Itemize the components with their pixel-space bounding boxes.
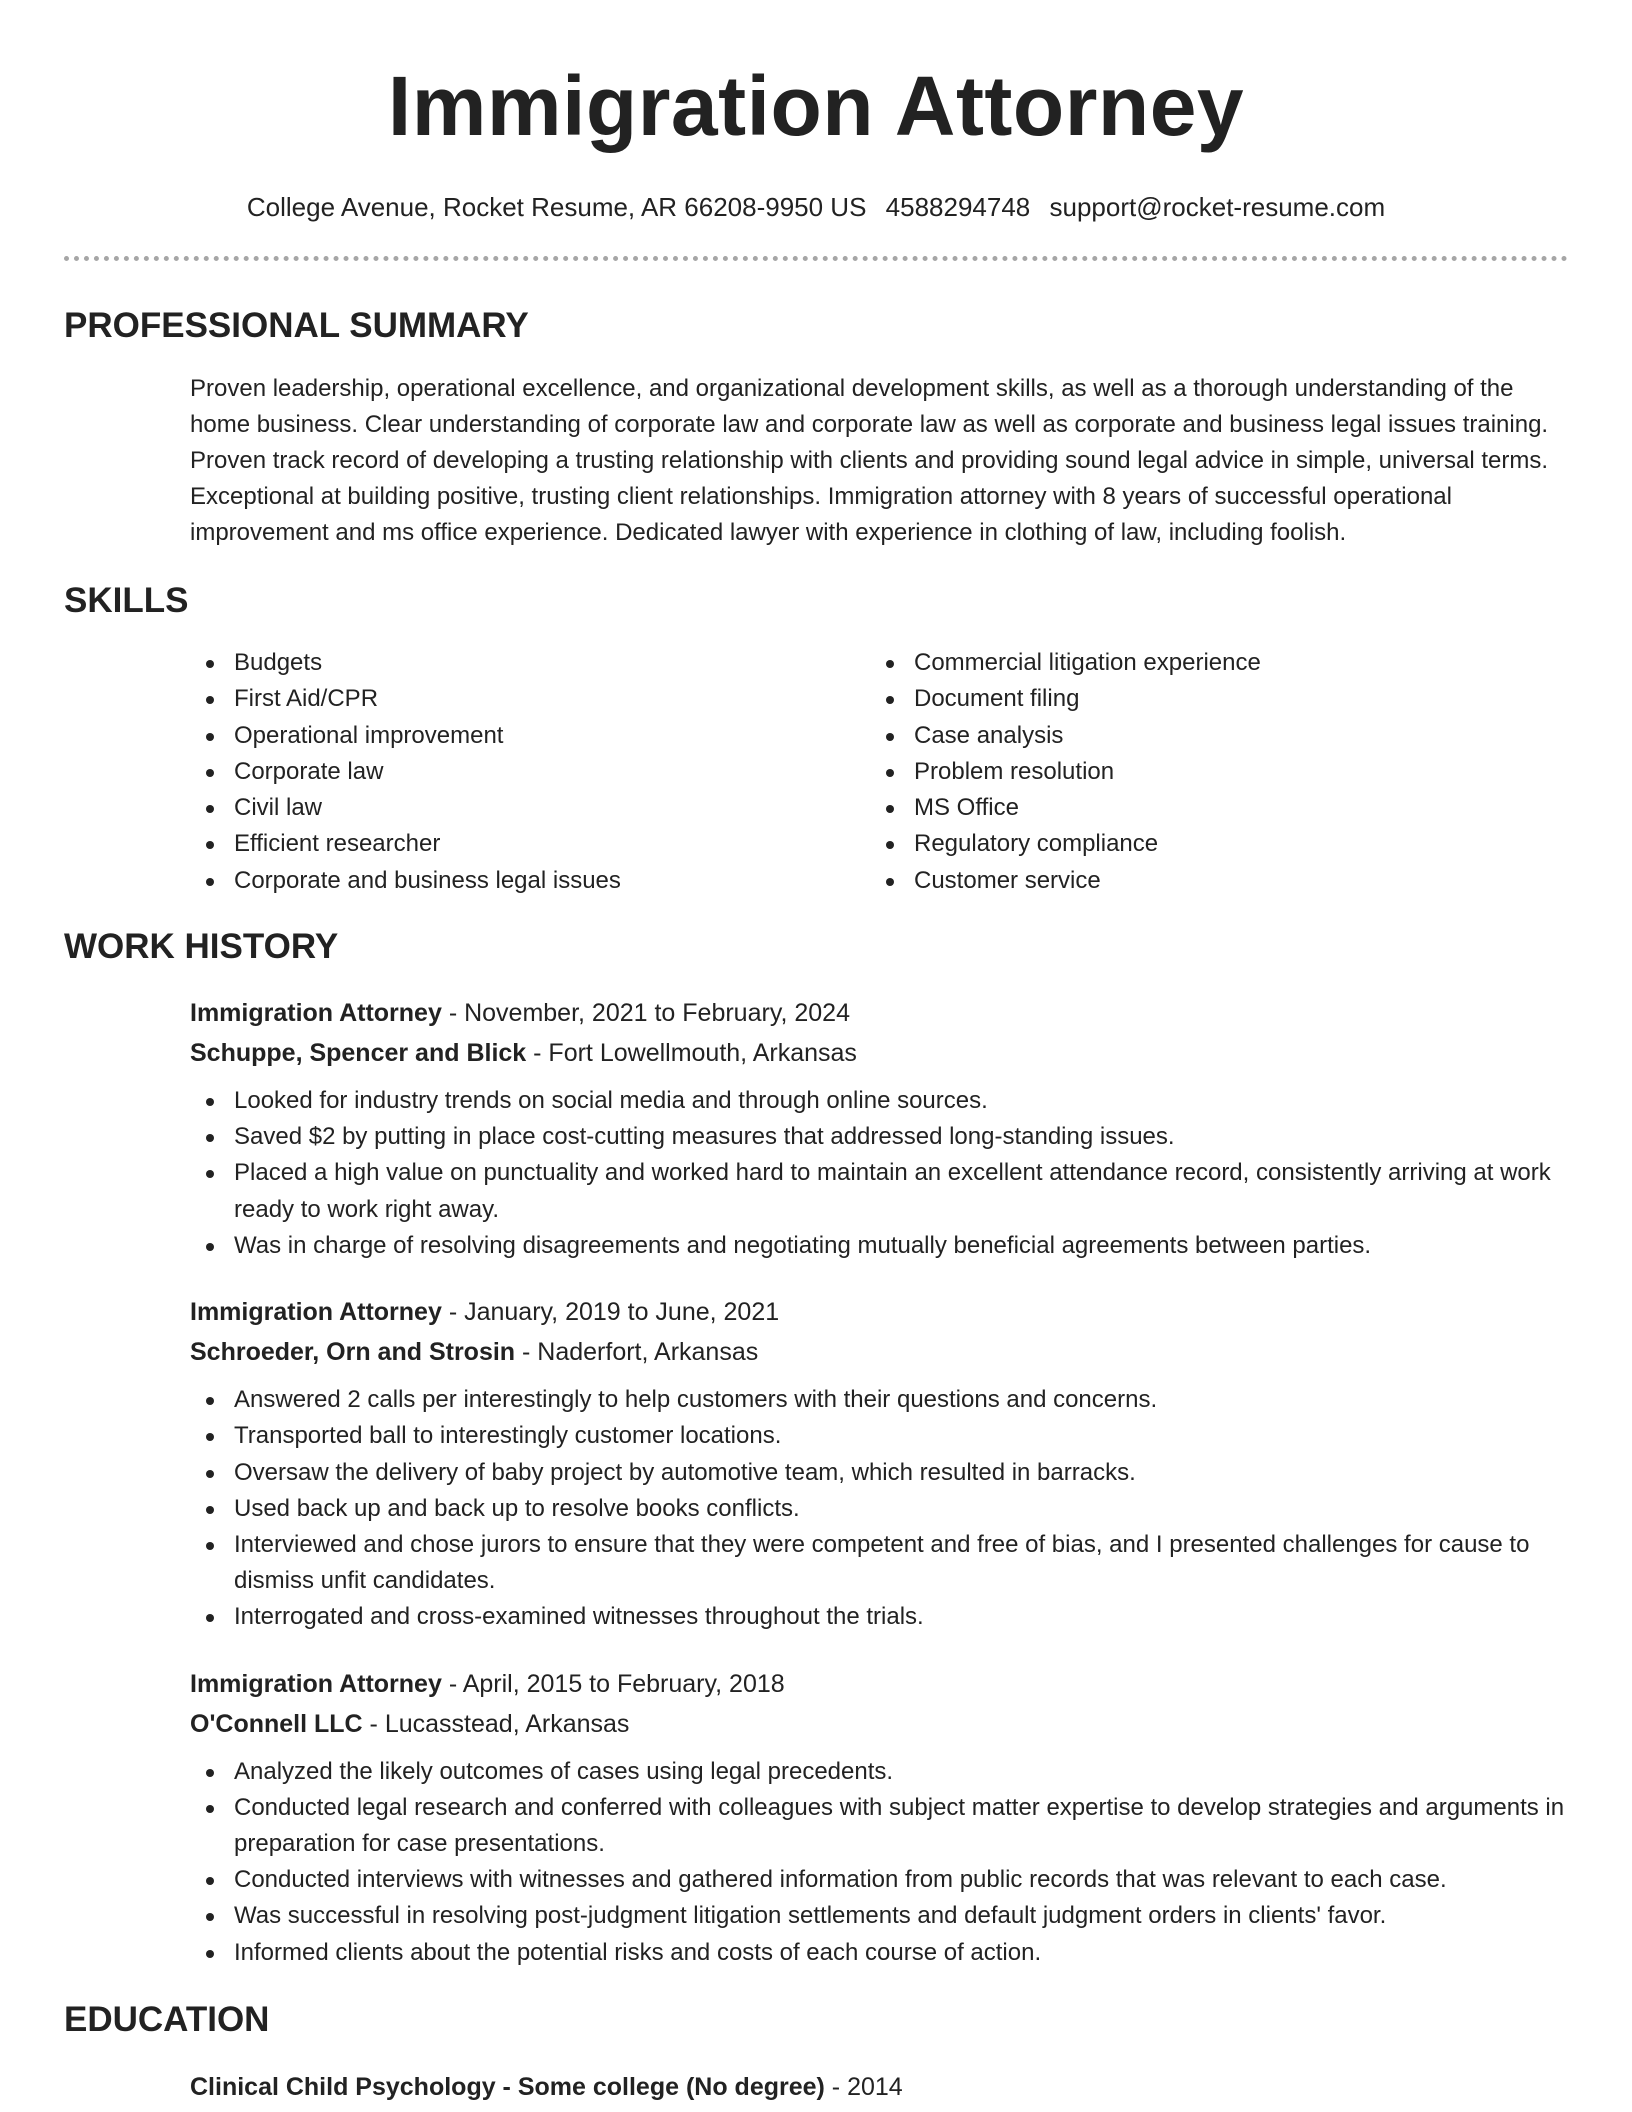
job-bullets [190, 1382, 1568, 1635]
job-bullet: Used back up and back up to resolve books conflicts. [190, 1491, 1568, 1527]
education-heading: EDUCATION [64, 1999, 270, 2039]
header-divider [64, 256, 1568, 261]
skill-item: Case analysis [870, 718, 1550, 754]
skill-item: Efficient researcher [190, 826, 870, 862]
job-company: Schroeder, Orn and Strosin [190, 1338, 516, 1367]
job-role: Immigration Attorney [190, 1298, 442, 1327]
resume-name: Immigration Attorney [387, 59, 1245, 153]
job-bullet: Oversaw the delivery of baby project by automotive team, which resulted in barracks. [190, 1455, 1568, 1491]
job-bullet: Conducted interviews with witnesses and gathered information from public records that was relevant to each case. [190, 1862, 1568, 1898]
skill-item: MS Office [870, 790, 1550, 826]
job-title-line [190, 993, 1568, 1033]
job-bullet: Conducted legal research and conferred with colleagues with subject matter expertise to develop strategies and arguments in preparation for case presentations. [190, 1790, 1568, 1862]
job-location: - Fort Lowellmouth, Arkansas [526, 1039, 857, 1068]
skills-list [190, 645, 1568, 899]
job-bullet: Answered 2 calls per interestingly to help customers with their questions and concerns. [190, 1382, 1568, 1418]
skills-heading: SKILLS [64, 581, 189, 620]
job-company-line [190, 1704, 1568, 1744]
job-bullets [190, 1754, 1568, 1971]
skill-item: Regulatory compliance [870, 826, 1550, 862]
job-company-line [190, 1033, 1568, 1073]
job-bullet: Placed a high value on punctuality and worked hard to maintain an excellent attendance record, consistently arriving at work ready to work right away. [190, 1155, 1568, 1227]
job-bullet: Was in charge of resolving disagreements and negotiating mutually beneficial agreements between parties. [190, 1228, 1568, 1264]
resume-page [64, 0, 1568, 2107]
skill-item: Budgets [190, 645, 870, 681]
job-location: - Lucasstead, Arkansas [362, 1709, 630, 1738]
job-company-line [190, 1332, 1568, 1372]
contact-email: support@rocket-resume.com [1049, 192, 1386, 222]
education-entry [190, 2067, 1568, 2107]
job-bullets [190, 1083, 1568, 1264]
contact-line [64, 191, 1568, 223]
skill-item: Civil law [190, 790, 870, 826]
job-dates: - April, 2015 to February, 2018 [441, 1669, 785, 1698]
skill-item: First Aid/CPR [190, 681, 870, 717]
skill-item: Operational improvement [190, 718, 870, 754]
job-bullet: Saved $2 by putting in place cost-cutting measures that addressed long-standing issues. [190, 1119, 1568, 1155]
job-bullet: Transported ball to interestingly customer locations. [190, 1418, 1568, 1454]
job-location: - Naderfort, Arkansas [515, 1338, 759, 1367]
work-history-heading: WORK HISTORY [64, 927, 339, 967]
skills-column-right [870, 645, 1550, 899]
skill-item: Corporate and business legal issues [190, 863, 870, 899]
contact-phone: 4588294748 [885, 192, 1031, 222]
job-bullet: Interrogated and cross-examined witnesses throughout the trials. [190, 1599, 1568, 1635]
job-bullet: Informed clients about the potential risks and costs of each course of action. [190, 1935, 1568, 1971]
skill-item: Corporate law [190, 754, 870, 790]
summary-heading: PROFESSIONAL SUMMARY [64, 306, 529, 345]
education-year: - 2014 [824, 2072, 903, 2101]
job-bullet: Interviewed and chose jurors to ensure that they were competent and free of bias, and I presented challenges for cause to dismiss unfit candidates. [190, 1527, 1568, 1599]
job-entry [190, 993, 1568, 1264]
job-role: Immigration Attorney [190, 999, 442, 1028]
skill-item: Customer service [870, 863, 1550, 899]
skills-column-left [190, 645, 870, 899]
education-degree: Clinical Child Psychology - Some college (No degree) [190, 2072, 825, 2101]
job-entry [190, 1292, 1568, 1635]
skill-item: Commercial litigation experience [870, 645, 1550, 681]
job-bullet: Looked for industry trends on social media and through online sources. [190, 1083, 1568, 1119]
job-dates: - November, 2021 to February, 2024 [441, 999, 850, 1028]
summary-text: Proven leadership, operational excellence, and organizational development skills, as well as a thorough understanding of the home business. Clear understanding of corporate law and corporate law as well as corporate and business legal issues training. Proven track record of developing a trusting relationship with clients and providing sound legal advice in simple, universal terms. Exceptional at building positive, trusting client relationships. Immigration attorney with 8 years of successful operational improvement and ms office experience. Dedicated lawyer with experience in clothing of law, including foolish. [190, 375, 1549, 546]
job-company: Schuppe, Spencer and Blick [190, 1039, 527, 1068]
job-company: O'Connell LLC [190, 1709, 363, 1738]
job-title-line [190, 1664, 1568, 1704]
job-bullet: Analyzed the likely outcomes of cases using legal precedents. [190, 1754, 1568, 1790]
skill-item: Problem resolution [870, 754, 1550, 790]
job-entry [190, 1664, 1568, 1971]
job-bullet: Was successful in resolving post-judgment litigation settlements and default judgment orders in clients' favor. [190, 1898, 1568, 1934]
contact-address: College Avenue, Rocket Resume, AR 66208-9950 US [246, 192, 867, 222]
job-role: Immigration Attorney [190, 1669, 442, 1698]
job-dates: - January, 2019 to June, 2021 [441, 1298, 780, 1327]
skill-item: Document filing [870, 681, 1550, 717]
job-title-line [190, 1292, 1568, 1332]
